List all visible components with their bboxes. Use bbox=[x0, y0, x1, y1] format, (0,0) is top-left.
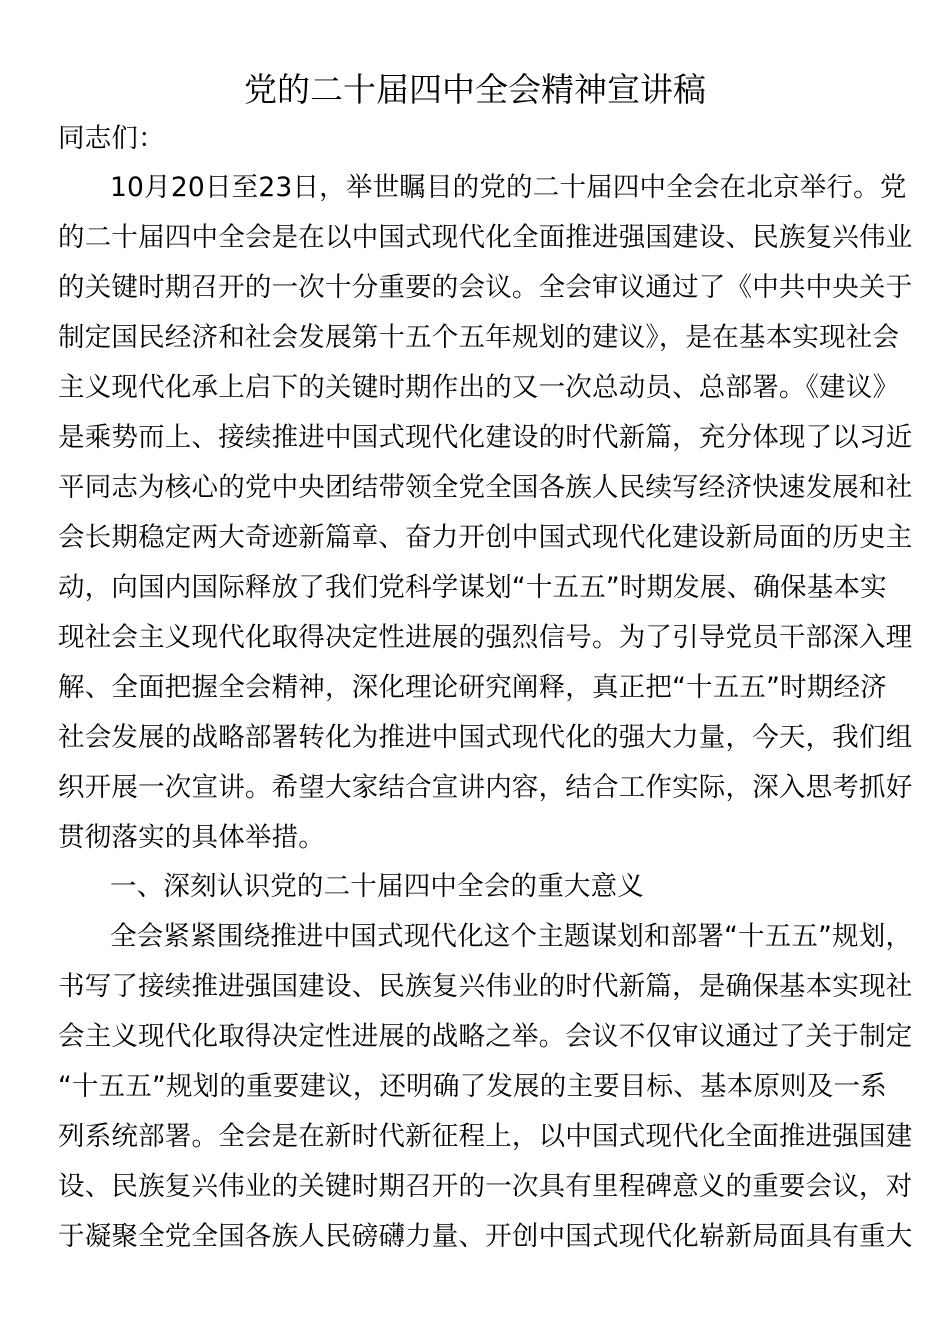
paragraph-line: 织开展一次宣讲。希望大家结合宣讲内容，结合工作实际，深入思考抓好 bbox=[58, 772, 913, 803]
paragraph-line: 设、民族复兴伟业的关键时期召开的一次具有里程碑意义的重要会议，对 bbox=[58, 1171, 913, 1202]
section-heading: 一、深刻认识党的二十届四中全会的重大意义 bbox=[110, 871, 644, 902]
paragraph-line: 全会紧紧围绕推进中国式现代化这个主题谋划和部署“十五五”规划， bbox=[110, 921, 913, 952]
paragraph-line: 贯彻落实的具体举措。 bbox=[58, 822, 325, 853]
paragraph-line: 是乘势而上、接续推进中国式现代化建设的时代新篇，充分体现了以习近 bbox=[58, 422, 913, 453]
paragraph-line: 会长期稳定两大奇迹新篇章、奋力开创中国式现代化建设新局面的历史主 bbox=[58, 522, 913, 553]
paragraph-line: 主义现代化承上启下的关键时期作出的又一次总动员、总部署。《建议》 bbox=[58, 372, 900, 403]
document-title: 党的二十届四中全会精神宣讲稿 bbox=[244, 70, 706, 109]
paragraph-line: 制定国民经济和社会发展第十五个五年规划的建议》，是在基本实现社会 bbox=[58, 322, 900, 353]
paragraph-line: 解、全面把握全会精神，深化理论研究阐释，真正把“十五五”时期经济 bbox=[58, 672, 887, 703]
paragraph-line: 会主义现代化取得决定性进展的战略之举。会议不仅审议通过了关于制定 bbox=[58, 1021, 913, 1052]
paragraph-line: “十五五”规划的重要建议，还明确了发展的主要目标、基本原则及一系 bbox=[58, 1071, 887, 1102]
paragraph-line: 列系统部署。全会是在新时代新征程上，以中国式现代化全面推进强国建 bbox=[58, 1121, 913, 1152]
paragraph-line: 于凝聚全党全国各族人民磅礴力量、开创中国式现代化崭新局面具有重大 bbox=[58, 1221, 913, 1252]
paragraph-line: 现社会主义现代化取得决定性进展的强烈信号。为了引导党员干部深入理 bbox=[58, 622, 913, 653]
paragraph-line: 的二十届四中全会是在以中国式现代化全面推进强国建设、民族复兴伟业 bbox=[58, 222, 913, 253]
paragraph-line: 社会发展的战略部署转化为推进中国式现代化的强大力量，今天，我们组 bbox=[58, 722, 913, 753]
paragraph-line: 书写了接续推进强国建设、民族复兴伟业的时代新篇，是确保基本实现社 bbox=[58, 971, 913, 1002]
paragraph-line: 的关键时期召开的一次十分重要的会议。全会审议通过了《中共中央关于 bbox=[58, 272, 913, 303]
paragraph-line: 动，向国内国际释放了我们党科学谋划“十五五”时期发展、确保基本实 bbox=[58, 572, 887, 603]
paragraph-line: 10月20日至23日，举世瞩目的党的二十届四中全会在北京举行。党 bbox=[110, 172, 907, 203]
paragraph-line: 平同志为核心的党中央团结带领全党全国各族人民续写经济快速发展和社 bbox=[58, 472, 913, 503]
salutation: 同志们： bbox=[58, 123, 165, 154]
